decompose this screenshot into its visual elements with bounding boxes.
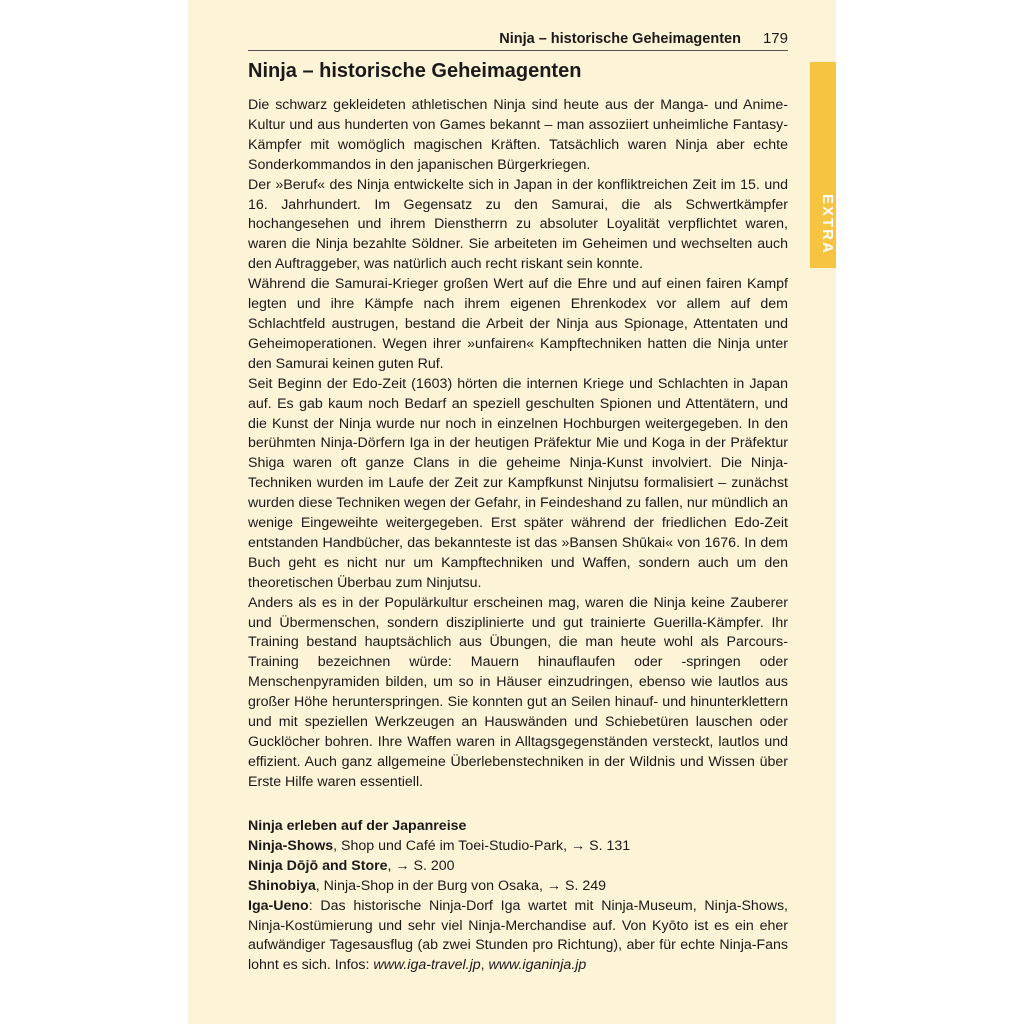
- entry-text: , Shop und Café im Toei-Studio-Park, → S. 131: [333, 837, 631, 854]
- link-separator: ,: [480, 957, 489, 974]
- info-heading: Ninja erleben auf der Japanreise: [248, 818, 467, 834]
- info-entry: [248, 897, 788, 977]
- paragraph: Während die Samurai-Krieger großen Wert auf die Ehre und auf einen fairen Kampf legten und ihre Kämpfe nach ihrem eigenen Ehrenkodex vor allem auf dem Schlachtfeld austrugen, bestand die Arbeit der Ninja aus Spionage, Attentaten und Geheimoperationen. Wegen ihrer »unfairen« Kampftechniken hatten die Ninja unter den Samurai keinen guten Ruf.: [248, 276, 788, 372]
- entry-name: Ninja-Shows: [248, 837, 334, 854]
- article-title: Ninja – historische Geheimagenten: [248, 60, 582, 82]
- running-header: [248, 30, 788, 51]
- entry-name: Iga-Ueno: [248, 897, 309, 914]
- entry-text: , Ninja-Shop in der Burg von Osaka, → S. 249: [315, 877, 607, 894]
- book-page: [188, 0, 836, 1024]
- paragraph: Anders als es in der Populärkultur erscheinen mag, waren die Ninja keine Zauberer und Übermenschen, sondern disziplinierte und gut trainierte Guerilla-Kämpfer. Ihr Training bestand hauptsächlich aus Übungen, die man heute wohl als Parcours-Training bezeichnen würde: Mauern hinauflaufen oder -springen oder Menschenpyramiden bilden, um so in Häuser einzudringen, ebenso wie lautlos aus großer Höhe herunterspringen. Sie konnten gut an Seilen hinauf- und hinunterklettern und mit speziellen Werkzeugen an Hauswänden und Schiebetüren lauschen oder Gucklöcher bohren. Ihre Waffen waren in Alltagsgegenständen versteckt, lautlos und effizient. Auch ganz allgemeine Überlebenstechniken in der Wildnis und Wissen über Erste Hilfe waren essentiell.: [248, 594, 788, 790]
- paragraph: Seit Beginn der Edo-Zeit (1603) hörten die internen Kriege und Schlachten in Japan auf. Es gab kaum noch Bedarf an speziell geschulten Spionen und Attentätern, und die Kunst der Ninja wurde nur noch in einzelnen Hochburgen weitergegeben. In den berühmten Ninja-Dörfern Iga in der heutigen Präfektur Mie und Koga in der Präfektur Shiga waren oft ganze Clans in die geheime Ninja-Kunst involviert. Die Ninja-Techniken wurden im Laufe der Zeit zur Kampfkunst Ninjutsu formalisiert – zunächst wurden diese Techniken wegen der Gefahr, in Feindeshand zu fallen, nur mündlich an wenige Eingeweihte weitergegeben. Erst später während der friedlichen Edo-Zeit entstanden Handbücher, das bekannteste ist das »Bansen Shūkai« von 1676. In dem Buch geht es nicht nur um Kampftechniken und Waffen, sondern auch um den theoretischen Überbau zum Ninjutsu.: [248, 375, 788, 591]
- info-entry: [248, 837, 788, 857]
- page-number: 179: [762, 30, 788, 47]
- entry-text: , → S. 200: [387, 857, 455, 874]
- running-title: Ninja – historische Geheimagenten: [499, 31, 741, 47]
- info-entry: [248, 857, 788, 877]
- extra-side-tab: [810, 62, 836, 268]
- info-entry: [248, 877, 788, 897]
- entry-name: Shinobiya: [248, 877, 316, 894]
- paragraph: Der »Beruf« des Ninja entwickelte sich in Japan in der konfliktreichen Zeit im 15. und 16. Jahrhundert. Im Gegensatz zu den Samurai, die als Schwertkämpfer hochangesehen und ihrem Dienstherrn zu absoluter Loyalität verpflichtet waren, waren die Ninja bezahlte Söldner. Sie arbeiteten im Geheimen und wechselten auch den Auftraggeber, was natürlich auch recht riskant sein konnte.: [248, 176, 788, 273]
- entry-text: : Das historische Ninja-Dorf Iga wartet mit Ninja-Museum, Ninja-Shows, Ninja-Kostümierung und sehr viel Ninja-Merchandise auf. Von Kyōto ist es ein eher aufwändiger Tagesausflug (ab zwei Stunden pro Richtung), aber für echte Ninja-Fans lohnt es sich. Infos:: [248, 897, 788, 974]
- link-iga-travel[interactable]: www.iga-travel.jp: [373, 957, 481, 974]
- article-body: [248, 96, 788, 793]
- side-tab-label: EXTRA: [819, 193, 836, 255]
- info-box: [248, 817, 788, 976]
- paragraph: Die schwarz gekleideten athletischen Ninja sind heute aus der Manga- und Anime-Kultur und aus hunderten von Games bekannt – man assoziiert unheimliche Fantasy-Kämpfer mit womöglich magischen Kräften. Tatsächlich waren Ninja aber echte Sonderkommandos in den japanischen Bürgerkriegen.: [248, 97, 788, 173]
- link-iganinja[interactable]: www.iganinja.jp: [488, 957, 587, 974]
- entry-name: Ninja Dōjō and Store: [248, 857, 388, 874]
